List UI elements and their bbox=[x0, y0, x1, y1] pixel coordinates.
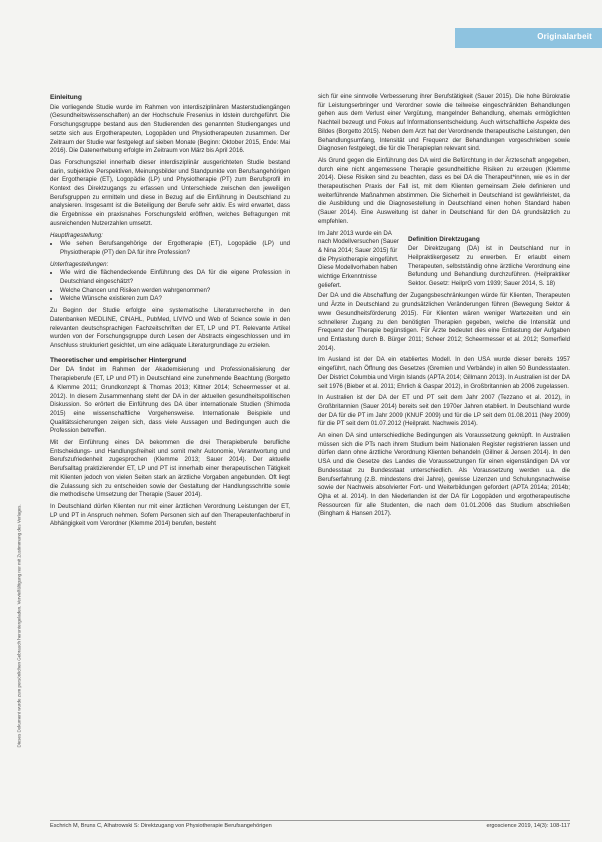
sub-question-list bbox=[50, 269, 290, 304]
footer-journal: ergoscience 2019, 14(3): 108-117 bbox=[486, 823, 570, 829]
definition-title: Definition Direktzugang bbox=[408, 235, 480, 243]
right-column bbox=[318, 93, 570, 522]
main-question-label: Hauptfragestellung: bbox=[50, 231, 103, 239]
paragraph: Als Grund gegen die Einführung des DA wird die Befürchtung in der Ärzteschaft angegeben, durch eine nicht angemessene Therapie gesundheitliche Risiken zu erzeugen (Klemme 2014). Diese Risiken sind zu beachten, dass es bei DA die Therapeut*innen, wie es in der therapeutischen Praxis der Fall ist, mit dem Klienten gemeinsam Ziele definieren und weiterführende Maßnahmen abstimmen. Die Sicherheit in Deutschland ist gewährleistet, da die Ausbildung und die Diagnosestellung in Deutschland einen hohen Standard haben (Sauer 2014). Eine Ausweitung ist daher in Deutschland für den DA grundsätzlich zu empfehlen. bbox=[318, 156, 570, 225]
sub-question-label: Unterfragestellungen: bbox=[50, 260, 109, 268]
definition-box bbox=[408, 230, 570, 291]
paragraph: Im Ausland ist der DA ein etabliertes Modell. In den USA wurde dieser bereits 1957 eingeführt, nach Öffnung des Gesetzes (Gremien und Verbände) in allen 50 Bundesstaaten. Der District Columbia und Virgin Islands (APTA 2014; Gillmann 2013). In Australien ist der DA seit 1976 (Bieber et al. 2011; Ehrlich & Gaspar 2012), in Großbritannien ab 2006 zugelassen. bbox=[318, 356, 570, 390]
section-label: Originalarbeit bbox=[537, 32, 592, 41]
main-question-list bbox=[50, 240, 290, 257]
footer-citation: Eschrich M, Bruns C, Alhatrowski S: Direktzugang von Physiotherapie Berufsangehörigen bbox=[50, 823, 272, 829]
left-column bbox=[50, 94, 290, 532]
paragraph: Mit der Einführung eines DA bekommen die drei Therapieberufe berufliche Entscheidungs- und Handlungsfreiheit und somit mehr Autonomie, Verantwortung und Berufszufriedenheit zugesprochen (Klemme 2013; Sauer 2014). Der aktuelle Berufsalltag praktizierender ET, LP und PT ist innerhalb einer therapeutischen Tätigkeit mit Klienten jedoch von vielen Seiten stark an ärztliche Vorgaben angebunden. Oft liegt die Zulassung sich zu entscheiden sowie der Gestaltung der Handlungsschritte sowie die methodische Umsetzung der Therapie (Sauer 2014). bbox=[50, 439, 290, 499]
footer-divider bbox=[50, 820, 570, 821]
side-copyright-text: Dieses Dokument wurde zum persönlichen Gebrauch heruntergeladen. Vervielfältigung nur mit Zustimmung des Verlages. bbox=[16, 504, 22, 748]
section-banner bbox=[455, 28, 602, 48]
paragraph: Im Jahr 2013 wurde ein DA nach Modellversuchen (Sauer & Nina 2014; Sauer 2015) für die Physiotherapie eingeführt. Diese Modellvorhaben haben wichtige Erkenntnisse geliefert. bbox=[318, 229, 399, 289]
list-item: • Welche Wünsche existieren zum DA? bbox=[60, 295, 290, 304]
paragraph: Die vorliegende Studie wurde im Rahmen von interdisziplinären Masterstudiengängen (Gesundheitswissenschaften) an der Hochschule Fresenius in Idstein durchgeführt. Die Forschungsgruppe bestand aus den Studierenden des genannten Studienganges und setzte sich aus Ergotherapeuten, Logopäden und Physiotherapeuten zusammen. Der Zeitraum der Studie war festgelegt auf sieben Monate (Beginn: Oktober 2015, Ende: Mai 2016). Die Datenerhebung erfolgte im Zeitraum von März bis April 2016. bbox=[50, 103, 290, 155]
paragraph: In Deutschland dürfen Klienten nur mit einer ärztlichen Verordnung Leistungen der ET, LP und PT in Anspruch nehmen. Sofern Personen sich auf den Therapeutenfachberuf in Abhängigkeit vom Verordner (Klemme 2014) berufen, besteht bbox=[50, 502, 290, 528]
list-item: • Wie sehen Berufsangehörige der Ergotherapie (ET), Logopädie (LP) und Physiotherapie (PT) den DA für ihre Profession? bbox=[60, 240, 290, 257]
paragraph: An einen DA sind unterschiedliche Bedingungen als Voraussetzung geknüpft. In Australien müssen sich die PTs nach ihrem Studium beim Nationalen Register registrieren lassen und dürfen dann ohne ärztliche Verordnung Klienten behandeln (Gillner & Jensen 2014). In den USA und die Gesetze des Landes die Voraussetzungen für einen eigenständigen DA vor Bundesstaat zu Bundesstaat unterschiedlich. Als Voraussetzung werden u.a. die Berufserfahrung (z.B. mindestens drei Jahre), gewisse Lizenzen und Schulungsnachweise sowie der Nachweis absolvierter Fort- und Weiterbildungen gefordert (APTA 2014a; 2014b; Ojha et al. 2014). In den Niederlanden ist der DA für Logopäden und ergotherapeutische Ressourcen für alle Studenten, die nach dem 01.01.2006 das Studium abschließen (Bingham & Hansen 2017). bbox=[318, 432, 570, 518]
definition-row bbox=[318, 230, 570, 291]
definition-text: Der Direktzugang (DA) ist in Deutschland nur in Heilpraktikergesetz zu erwerben. Er erlaubt einem Therapeuten, selbstständig ohne ärztliche Verordnung eine Befundung und Behandlung durchzuführen. (Heilpraktiker Sektor. Gesetz: HeilprG vom 1939; Sauer 2014, S. 18) bbox=[408, 245, 570, 288]
list-item: • Welche Chancen und Risiken werden wahrgenommen? bbox=[60, 287, 290, 296]
list-item: • Wie wird die flächendeckende Einführung des DA für die eigene Profession in Deutschland eingeschätzt? bbox=[60, 269, 290, 286]
heading-background: Theoretischer und empirischer Hintergrund bbox=[50, 356, 187, 364]
paragraph: Zu Beginn der Studie erfolgte eine systematische Literaturrecherche in den Datenbanken MEDLINE, CINAHL, PubMed, LIVIVO und Web of Science sowie in den relevanten deutschsprachigen Fachzeitschriften der ET, LP und PT. Relevante Artikel wurden von der Forschungsgruppe durch Lesen der Abstracts eingeschlossen und im Anschluss strukturiert gesichtet, um eine adäquate Literaturgrundlage zu erzielen. bbox=[50, 307, 290, 349]
paragraph: In Australien ist der DA der ET und PT seit dem Jahr 2007 (Tezzano et al. 2012), in Großbritannien (Sauer 2014) bereits seit den 1970er Jahren etabliert. In Deutschland wurde der DA für die PT im Jahr 2009 (KNUF 2009) und für die LP seit dem 01.08.2011 (Ney 2009) für die PT seit dem 01.07.2012 (Heilprakt. Nachweis 2014). bbox=[318, 394, 570, 428]
paragraph: Der DA findet im Rahmen der Akademisierung und Professionalisierung der Therapieberufe (ET, LP und PT) in Deutschland eine zunehmende Beachtung (Borgetto & Klemme 2011; Grundkonzept & Thomas 2013; Kittner 2014; Scheermesser et al. 2012). In diesem Zusammenhang steht der DA in der aktuellen gesundheitspolitischen Diskussion. So erörtert die Einführung des DA über internationale Studien (Shimoda 2015) eine wissenschaftliche Vorgehensweise. Internationale Beispiele und Qualitätssicherungen zeigen sich, dass viele Aussagen und Bedingungen auch die Profession betreffen. bbox=[50, 366, 290, 435]
heading-introduction: Einleitung bbox=[50, 94, 82, 101]
paragraph: Der DA und die Abschaffung der Zugangsbeschränkungen würde für Klienten, Therapeuten und Ärzte in Deutschland zu grundsätzlichen Veränderungen führen (Bewegung Sektor & www Gesundheitsförderung 2015). Für Klienten wären weniger Wartezeiten und ein schnellerer Zugang zu den benötigten Therapien gegeben, welche die Intensität und Frequenz der Therapie begünstigen. Für Ärzte bedeutet dies eine Entlastung der Aufgaben und Entlastung durch B. Bürger 2011; Scheer 2012; Scheermesser et al. 2012; Somerfield 2014). bbox=[318, 292, 570, 352]
paragraph: sich für eine sinnvolle Verbesserung ihrer Berufstätigkeit (Sauer 2015). Die hohe Bürokratie für Leistungserbringer und Verordner sowie die teilweise eingeschränkten Behandlungen gehen aus dem Verlust einer Vergütung, mangelnder Behandlung, ehemals ermöglichten Nachteil bezeugt und Fokus auf Informationsentscheidung. Auch wirtschaftliche Aspekte des Bildes (Borgetto 2015). Neben dem Arzt hat der Verordnende therapeutische Leistungen, den Behandlungsumfang, Intensität und Frequenz der Behandlungen vorgeschrieben sowie Diagnosen festgelegt, die für die Therapieplan relevant sind. bbox=[318, 93, 570, 153]
paragraph: Das Forschungsziel innerhalb dieser interdisziplinär ausgerichteten Studie bestand darin, subjektive Perspektiven, Meinungsbilder und Standpunkte von Berufsangehörigen der Ergotherapie (ET), Logopädie (LP) und Physiotherapie (PT) zum Berufsprofil im Kontext des Direktzugangs zu erfassen und Unterschiede zwischen den jeweiligen Berufsgruppen zu ermitteln und diese in Bezug auf die Einführung in Deutschland zu analysieren. Insgesamt ist die Beteiligung der Berufe sehr aktiv. Es wird erwartet, dass die Ergebnisse ein praxisnahes Forschungsfeld eröffnen, welches Befragungen mit ausreichenden Nutzerzahlen umsetzt. bbox=[50, 158, 290, 227]
side-copyright-note bbox=[14, 130, 22, 770]
